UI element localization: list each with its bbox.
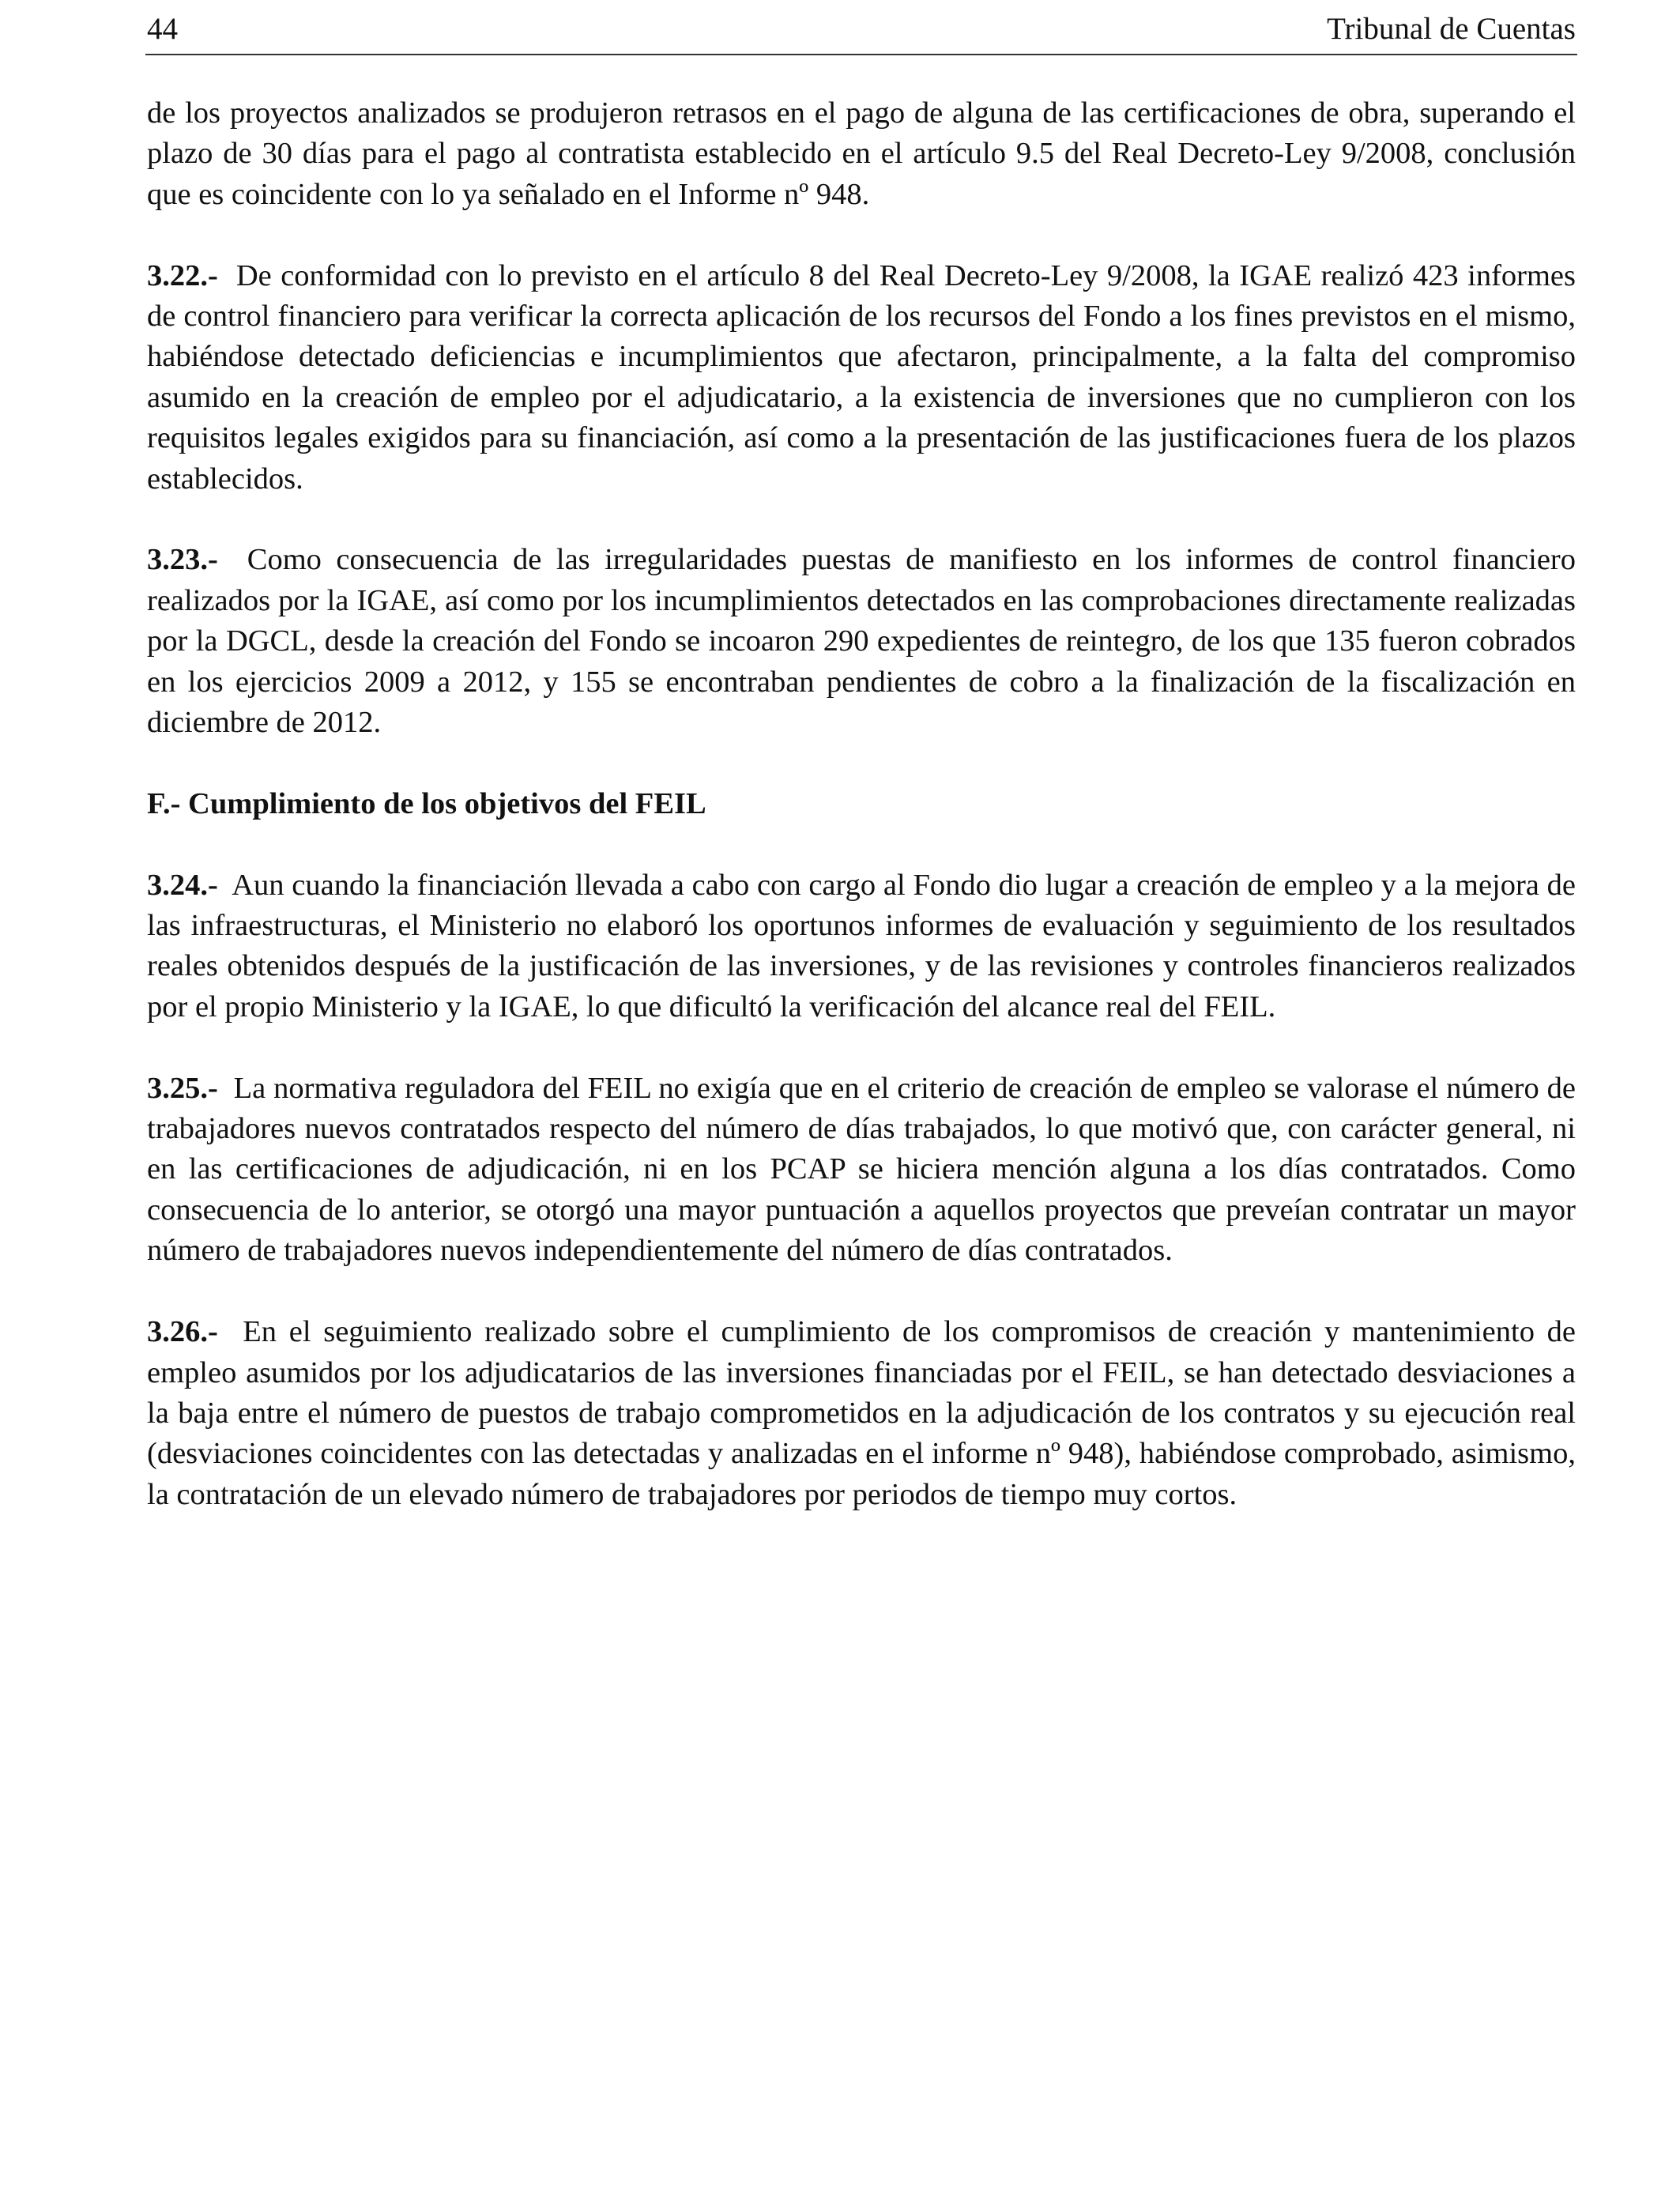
paragraph-gap [147,215,1576,255]
page-number: 44 [147,12,178,46]
section-heading-f: F.- Cumplimiento de los objetivos del FEIL [147,786,706,820]
paragraph-number: 3.26.- [147,1315,218,1349]
paragraph-number: 3.25.- [147,1071,218,1105]
page-header [145,6,1577,55]
paragraph-3-22 [147,256,1576,499]
paragraph-text: En el seguimiento realizado sobre el cumplimiento de los compromisos de creación y mantenimiento de empleo asumidos por los adjudicatarios de las inversiones financiadas por el FEIL, se han detectado desviaciones a la baja entre el número de puestos de trabajo comprometidos en la adjudicación de los contratos y su ejecución real (desviaciones coincidentes con las detectadas y analizadas en el informe nº 948), habiéndose comprobado, asimismo, la contratación de un elevado número de trabajadores por periodos de tiempo muy cortos. [147,1315,1576,1511]
document-body [147,93,1576,1515]
paragraph-3-26 [147,1312,1576,1515]
intro-paragraph: de los proyectos analizados se produjeron retrasos en el pago de alguna de las certificaciones de obra, superando el plazo de 30 días para el pago al contratista establecido en el artículo 9.5 del Real Decreto-Ley 9/2008, conclusión que es coincidente con lo ya señalado en el Informe nº 948. [147,96,1576,211]
paragraph-number: 3.23.- [147,543,218,577]
paragraph-text: Aun cuando la financiación llevada a cabo con cargo al Fondo dio lugar a creación de empleo y a la mejora de las infraestructuras, el Ministerio no elaboró los oportunos informes de evaluación y seguimiento de los resultados reales obtenidos después de la justificación de las inversiones, y de las revisiones y controles financieros realizados por el propio Ministerio y la IGAE, lo que dificultó la verificación del alcance real del FEIL. [147,868,1576,1023]
paragraph-gap [147,1027,1576,1068]
paragraph-text: La normativa reguladora del FEIL no exigía que en el criterio de creación de empleo se valorase el número de trabajadores nuevos contratados respecto del número de días trabajados, lo que motivó que, con carácter general, ni en las certificaciones de adjudicación, ni en los PCAP se hiciera mención alguna a los días contratados. Como consecuencia de lo anterior, se otorgó una mayor puntuación a aquellos proyectos que preveían contratar un mayor número de trabajadores nuevos independientemente del número de días contratados. [147,1071,1576,1268]
paragraph-gap [147,824,1576,865]
paragraph-3-24 [147,865,1576,1028]
paragraph-text: Como consecuencia de las irregularidades puestas de manifiesto en los informes de control financiero realizados por la IGAE, así como por los incumplimientos detectados en las comprobaciones directamente realizadas por la DGCL, desde la creación del Fondo se incoaron 290 expedientes de reintegro, de los que 135 fueron cobrados en los ejercicios 2009 a 2012, y 155 se encontraban pendientes de cobro a la finalización de la fiscalización en diciembre de 2012. [147,543,1576,740]
header-title: Tribunal de Cuentas [1327,12,1576,46]
paragraph-number: 3.24.- [147,868,218,902]
paragraph-3-25 [147,1069,1576,1272]
paragraph-number: 3.22.- [147,258,218,292]
paragraph-gap [147,1272,1576,1312]
paragraph-gap [147,743,1576,783]
paragraph-3-23 [147,540,1576,743]
paragraph-text: De conformidad con lo previsto en el artículo 8 del Real Decreto-Ley 9/2008, la IGAE realizó 423 informes de control financiero para verificar la correcta aplicación de los recursos del Fondo a los fines previstos en el mismo, habiéndose detectado deficiencias e incumplimientos que afectaron, principalmente, a la falta del compromiso asumido en la creación de empleo por el adjudicatario, a la existencia de inversiones que no cumplieron con los requisitos legales exigidos para su financiación, así como a la presentación de las justificaciones fuera de los plazos establecidos. [147,258,1576,496]
paragraph-gap [147,499,1576,540]
